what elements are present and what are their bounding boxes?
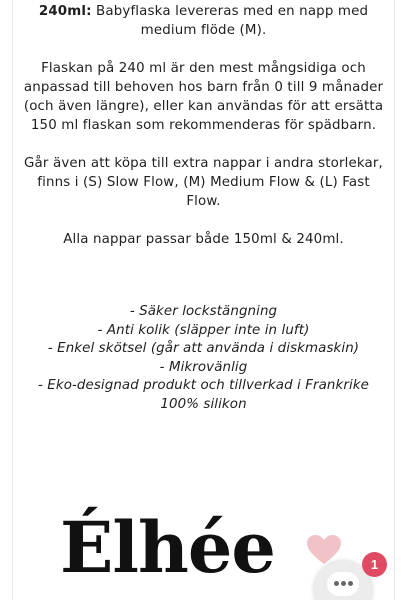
feature-item: 100% silikon [160, 396, 247, 412]
brand-logo: Élhée [60, 506, 275, 589]
feature-item: - Mikrovänlig [159, 359, 248, 375]
product-description [22, 2, 385, 268]
chat-bubble-icon [327, 572, 359, 596]
feature-list [22, 303, 385, 415]
content-border-right [394, 0, 395, 600]
chat-dot [348, 581, 353, 586]
feature-item: - Anti kolik (släpper inte in luft) [97, 322, 310, 338]
chat-notification-badge[interactable]: 1 [362, 552, 387, 577]
size-text: Babyflaska levereras med en napp med medium flöde (M). [91, 4, 369, 38]
feature-item: - Enkel skötsel (går att använda i diskmaskin) [47, 341, 360, 357]
chat-dot [341, 581, 346, 586]
size-paragraph [22, 2, 385, 40]
feature-item: - Säker lockstängning [129, 304, 278, 319]
extra-nipples-paragraph: Går även att köpa till extra nappar i andra storlekar, finns i (S) Slow Flow, (M) Medium Flow & (L) Fast Flow. [24, 156, 383, 209]
size-label: 240ml: [38, 4, 92, 19]
feature-item: - Eko-designad produkt och tillverkad i Frankrike [37, 378, 369, 394]
versatility-paragraph: Flaskan på 240 ml är den mest mångsidiga och anpassad till behoven hos barn från 0 till 9 månader (och även längre), eller kan användas för att ersätta 150 ml flaskan som rekommenderas för spädbarn. [23, 61, 384, 133]
content-border-left [12, 0, 13, 600]
chat-dot [334, 581, 339, 586]
nipple-compatibility-paragraph: Alla nappar passar både 150ml & 240ml. [63, 232, 344, 247]
